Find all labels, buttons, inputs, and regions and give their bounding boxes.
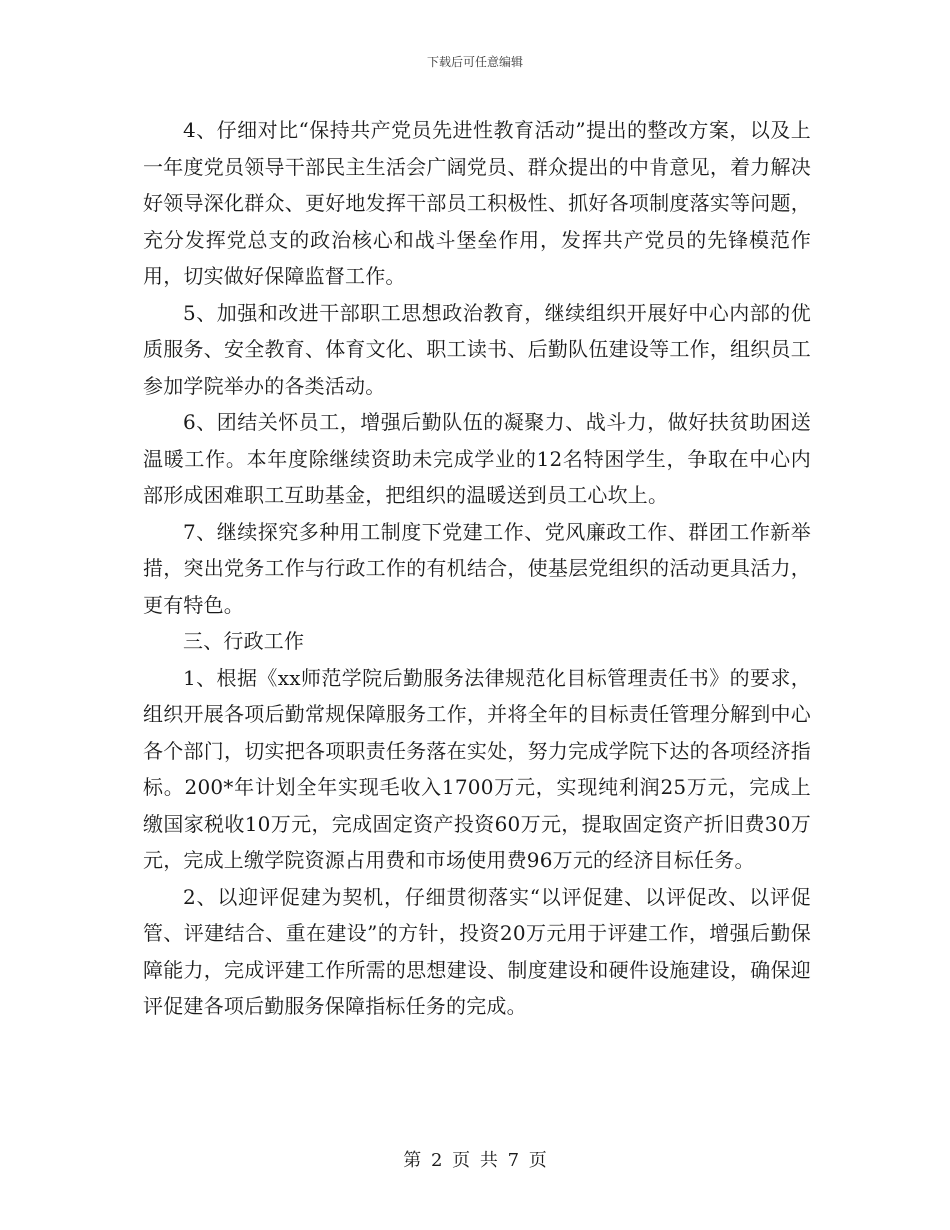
paragraph-item-4: 4、仔细对比“保持共产党员先进性教育活动”提出的整改方案，以及上一年度党员领导干部民主生活会广阔党员、群众提出的中肯意见，着力解决好领导深化群众、更好地发挥干部员工积极性、抓好各项制度落实等问题，充分发挥党总支的政治核心和战斗堡垒作用，发挥共产党员的先锋模范作用，切实做好保障监督工作。 bbox=[143, 118, 811, 288]
page-number-footer: 第 2 页 共 7 页 bbox=[403, 1150, 547, 1171]
paragraph-admin-1: 1、根据《xx师范学院后勤服务法律规范化目标管理责任书》的要求，组织开展各项后勤常规保障服务工作，并将全年的目标责任管理分解到中心各个部门，切实把各项职责任务落在实处，努力完成学院下达的各项经济指标。200*年计划全年实现毛收入1700万元，实现纯利润25万元，完成上缴国家税收10万元，完成固定资产投资60万元，提取固定资产折旧费30万元，完成上缴学院资源占用费和市场使用费96万元的经济目标任务。 bbox=[143, 665, 811, 872]
paragraph-item-5: 5、加强和改进干部职工思想政治教育，继续组织开展好中心内部的优质服务、安全教育、体育文化、职工读书、后勤队伍建设等工作，组织员工参加学院举办的各类活动。 bbox=[143, 300, 811, 398]
paragraph-item-7: 7、继续探究多种用工制度下党建工作、党风廉政工作、群团工作新举措，突出党务工作与行政工作的有机结合，使基层党组织的活动更具活力，更有特色。 bbox=[143, 519, 811, 617]
section-heading-administration: 三、行政工作 bbox=[183, 629, 305, 653]
paragraph-item-6: 6、团结关怀员工，增强后勤队伍的凝聚力、战斗力，做好扶贫助困送温暖工作。本年度除继续资助未完成学业的12名特困学生，争取在中心内部形成困难职工互助基金，把组织的温暖送到员工心坎上。 bbox=[143, 410, 811, 507]
document-body bbox=[143, 112, 811, 1025]
paragraph-admin-2: 2、以迎评促建为契机，仔细贯彻落实“以评促建、以评促改、以评促管、评建结合、重在建设”的方针，投资20万元用于评建工作，增强后勤保障能力，完成评建工作所需的思想建设、制度建设和硬件设施建设，确保迎评促建各项后勤服务保障指标任务的完成。 bbox=[143, 884, 811, 1018]
page-header: 下载后可任意编辑 bbox=[426, 55, 523, 69]
